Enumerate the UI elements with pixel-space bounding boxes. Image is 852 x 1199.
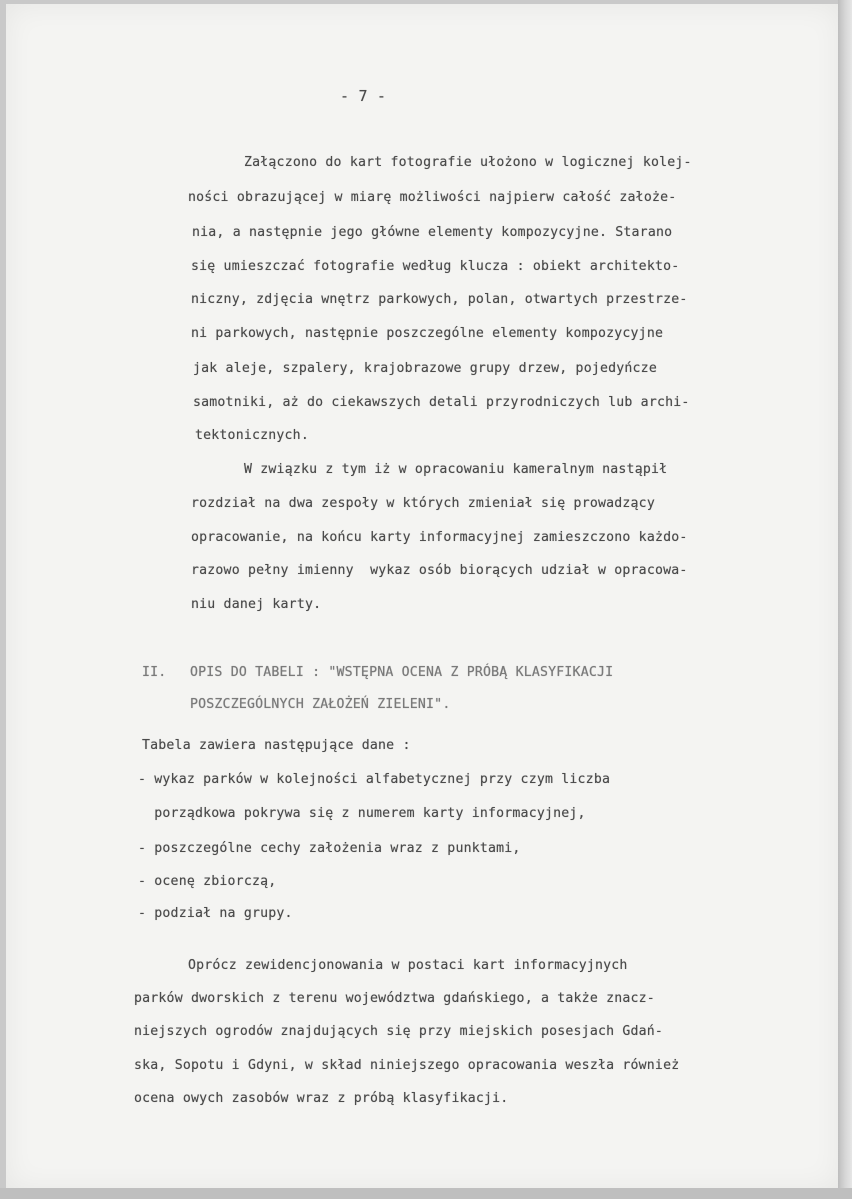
section-number: II. [142,665,167,680]
paragraph1-line: samotniki, aż do ciekawszych detali przyrodniczych lub archi- [193,395,690,410]
paragraph3-line: niejszych ogrodów znajdujących się przy miejskich posesjach Gdań- [134,1024,664,1039]
paragraph2-line: opracowanie, na końcu karty informacyjnej zamieszczono każdo- [191,530,688,545]
scan-edge-right [838,0,852,1199]
paragraph1-line: ni parkowych, następnie poszczególne elementy kompozycyjne [191,326,664,341]
paragraph1-line: ności obrazującej w miarę możliwości najpierw całość założe- [188,190,677,205]
paragraph1-line: Załączono do kart fotografie ułożono w logicznej kolej- [244,155,692,170]
paragraph3-line: Oprócz zewidencjonowania w postaci kart informacyjnych [188,958,628,973]
paragraph1-line: niczny, zdjęcia wnętrz parkowych, polan, otwartych przestrze- [191,292,688,307]
paragraph2-line: W związku z tym iż w opracowaniu kameralnym nastąpił [244,462,668,477]
list-item: - poszczególne cechy założenia wraz z punktami, [138,841,521,856]
list-item: - wykaz parków w kolejności alfabetycznej przy czym liczba [138,772,611,787]
page-number: - 7 - [340,87,387,105]
list-intro: Tabela zawiera następujące dane : [142,738,411,753]
list-item: porządkowa pokrywa się z numerem karty informacyjnej, [138,806,586,821]
paragraph2-line: rozdział na dwa zespoły w których zmieniał się prowadzący [191,496,655,511]
section-title-line2: POSZCZEGÓLNYCH ZAŁOŻEŃ ZIELENI". [190,697,451,712]
paragraph3-line: ska, Sopotu i Gdyni, w skład niniejszego opracowania weszła również [134,1058,680,1073]
section-title-line1: OPIS DO TABELI : "WSTĘPNA OCENA Z PRÓBĄ KLASYFIKACJI [190,665,614,680]
paragraph1-line: nia, a następnie jego główne elementy kompozycyjne. Starano [192,225,673,240]
paragraph1-line: się umieszczać fotografie według klucza : obiekt architekto- [191,259,680,274]
list-item: - podział na grupy. [138,906,293,921]
paragraph2-line: niu danej karty. [191,597,322,612]
scan-edge-bottom [0,1188,852,1199]
paragraph3-line: parków dworskich z terenu województwa gdańskiego, a także znacz- [134,991,655,1006]
paragraph3-line: ocena owych zasobów wraz z próbą klasyfikacji. [134,1091,509,1106]
list-item: - ocenę zbiorczą, [138,874,277,889]
paragraph1-line: jak aleje, szpalery, krajobrazowe grupy drzew, pojedyńcze [193,361,657,376]
paragraph1-line: tektonicznych. [195,428,309,443]
document-page [6,4,840,1190]
paragraph2-line: razowo pełny imienny wykaz osób biorących udział w opracowa- [191,563,688,578]
